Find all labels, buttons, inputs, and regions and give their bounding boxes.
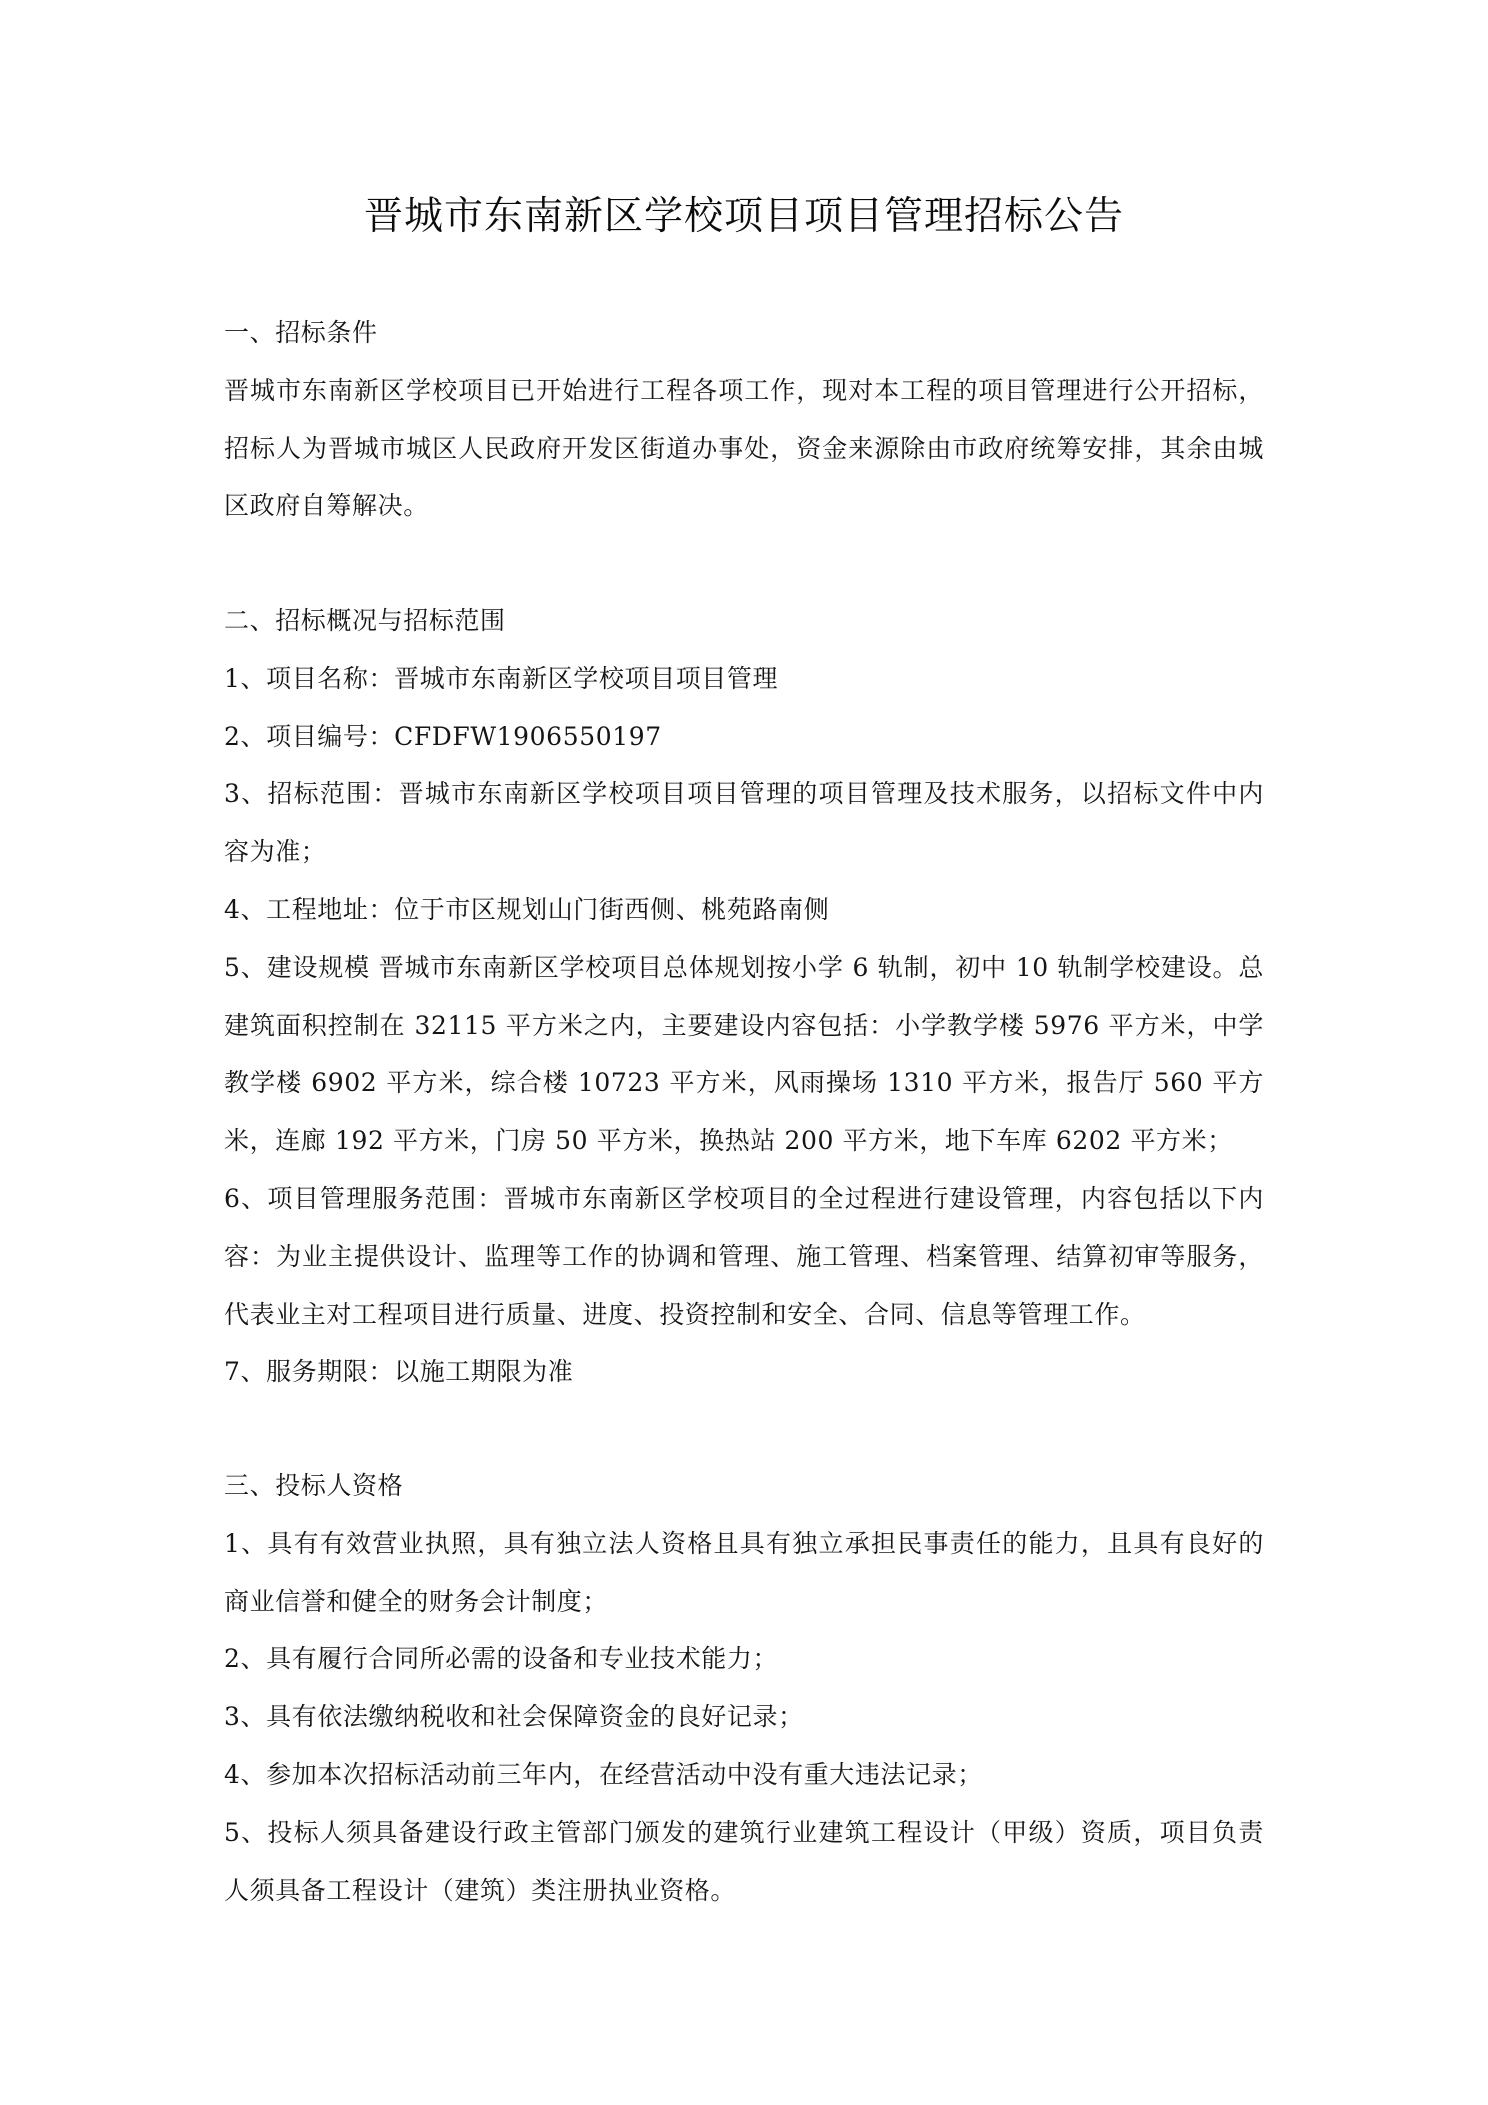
section-heading: 三、投标人资格: [224, 1471, 404, 1500]
list-item: 5、建设规模 晋城市东南新区学校项目总体规划按小学 6 轨制，初中 10 轨制学校建设。总建筑面积控制在 32115 平方米之内，主要建设内容包括：小学教学楼 5976 平方米，中学教学楼 6902 平方米，综合楼 10723 平方米，风雨操场 1310 平方米，报告厅 560 平方米，连廊 192 平方米，门房 50 平方米，换热站 200 平方米，地下车库 6202 平方米；: [224, 952, 1264, 1156]
list-item: 3、具有依法缴纳税收和社会保障资金的良好记录；: [224, 1702, 804, 1732]
list-item: 5、投标人须具备建设行政主管部门颁发的建筑行业建筑工程设计（甲级）资质，项目负责人须具备工程设计（建筑）类注册执业资格。: [224, 1817, 1264, 1905]
section-conditions: [224, 304, 1264, 535]
paragraph: 晋城市东南新区学校项目已开始进行工程各项工作，现对本工程的项目管理进行公开招标，招标人为晋城市城区人民政府开发区街道办事处，资金来源除由市政府统筹安排，其余由城区政府自筹解决。: [224, 375, 1264, 521]
list-item: 3、招标范围：晋城市东南新区学校项目项目管理的项目管理及技术服务，以招标文件中内容为准；: [224, 779, 1264, 867]
list-item: 2、具有履行合同所必需的设备和专业技术能力；: [224, 1644, 779, 1674]
list-item: 1、项目名称：晋城市东南新区学校项目项目管理: [224, 663, 779, 693]
list-item: 4、参加本次招标活动前三年内，在经营活动中没有重大违法记录；: [224, 1759, 983, 1789]
list-item: 1、具有有效营业执照，具有独立法人资格且具有独立承担民事责任的能力，且具有良好的商业信誉和健全的财务会计制度；: [224, 1528, 1264, 1616]
document-title: 晋城市东南新区学校项目项目管理招标公告: [363, 194, 1124, 239]
list-item: 6、项目管理服务范围：晋城市东南新区学校项目的全过程进行建设管理，内容包括以下内容：为业主提供设计、监理等工作的协调和管理、施工管理、档案管理、结算初审等服务，代表业主对工程项目进行质量、进度、投资控制和安全、合同、信息等管理工作。: [224, 1183, 1264, 1329]
section-heading: 二、招标概况与招标范围: [224, 606, 506, 635]
section-bidder-qualifications: [224, 1457, 1264, 1919]
section-overview-scope: [224, 592, 1264, 1401]
list-item: 2、项目编号：CFDFW1906550197: [224, 721, 662, 751]
section-heading: 一、招标条件: [224, 318, 378, 347]
list-item: 7、服务期限：以施工期限为准: [224, 1357, 574, 1387]
list-item: 4、工程地址：位于市区规划山门街西侧、桃苑路南侧: [224, 894, 830, 924]
